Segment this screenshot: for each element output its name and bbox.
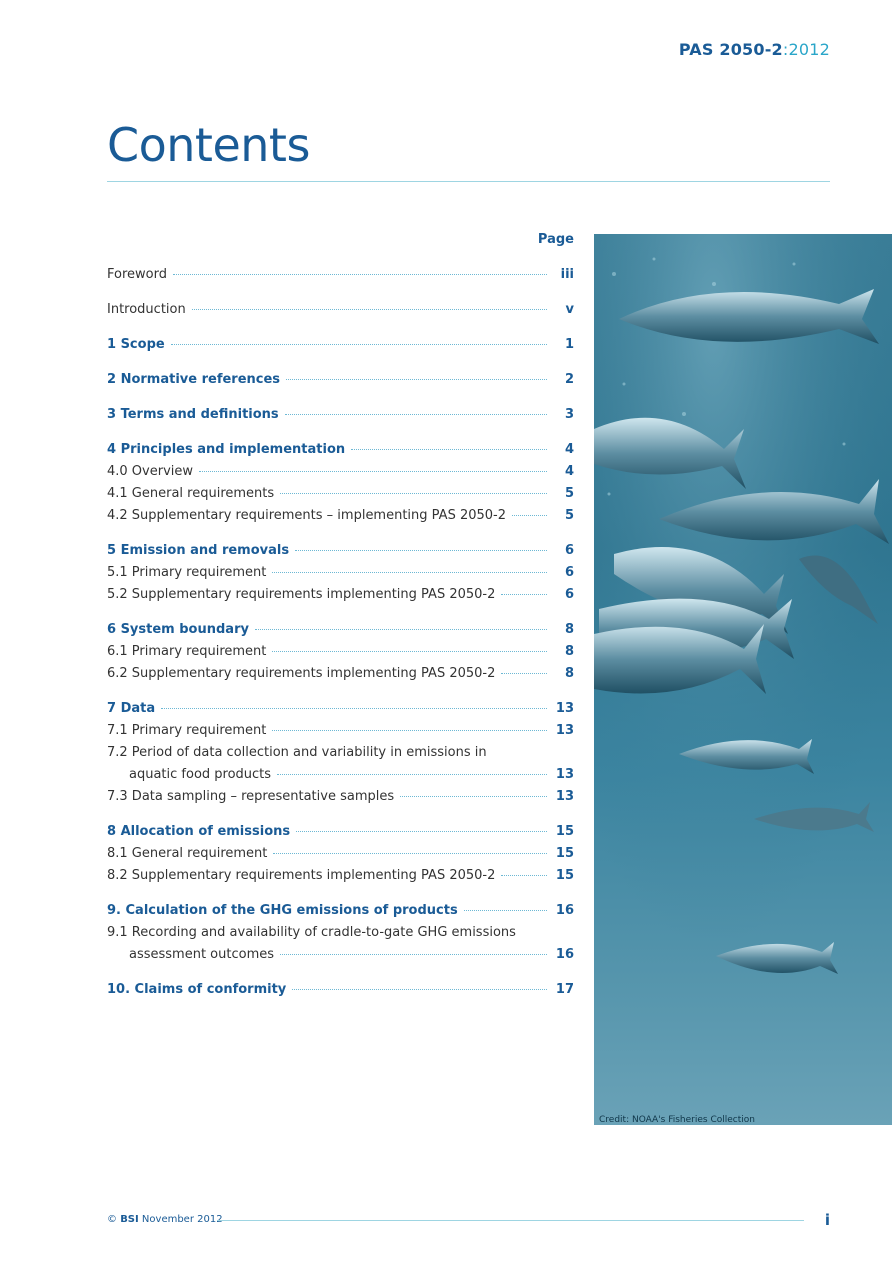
dot-leader xyxy=(400,796,547,797)
toc-entry[interactable] xyxy=(107,505,574,527)
toc-page-number: 2 xyxy=(564,372,574,387)
footer-page-number: i xyxy=(824,1211,830,1229)
toc-entry[interactable] xyxy=(107,299,574,321)
dot-leader xyxy=(277,774,547,775)
toc-entry-title: 7 Data xyxy=(107,701,156,716)
toc-page-number: 8 xyxy=(564,622,574,637)
dot-leader xyxy=(292,989,547,990)
toc-page-number: 16 xyxy=(555,947,574,962)
dot-leader xyxy=(501,875,547,876)
toc-entry-title: 6.1 Primary requirement xyxy=(107,644,267,659)
toc-entry-title: Foreword xyxy=(107,267,167,282)
dot-leader xyxy=(296,831,547,832)
toc-entry[interactable] xyxy=(107,540,574,562)
dot-leader xyxy=(272,572,547,573)
dot-leader xyxy=(192,309,547,310)
toc-entry-title: 1 Scope xyxy=(107,337,165,352)
toc-entry-title: 4 Principles and implementation xyxy=(107,442,346,457)
toc-page-number: 6 xyxy=(564,587,574,602)
toc-page-number: 6 xyxy=(564,543,574,558)
toc-entry[interactable] xyxy=(107,786,574,808)
toc-page-number: 3 xyxy=(564,407,574,422)
toc-page-number: 13 xyxy=(555,723,574,738)
toc-page-number: 4 xyxy=(564,464,574,479)
document-code: PAS 2050-2 xyxy=(678,40,783,59)
toc-entry-title: 4.0 Overview xyxy=(107,464,194,479)
toc-entry[interactable] xyxy=(107,562,574,584)
toc-entry-title: 7.1 Primary requirement xyxy=(107,723,267,738)
toc-page-number: 15 xyxy=(555,824,574,839)
dot-leader xyxy=(285,414,547,415)
toc-page-number: 13 xyxy=(555,789,574,804)
dot-leader xyxy=(501,673,547,674)
dot-leader xyxy=(173,274,547,275)
toc-page-number: 5 xyxy=(564,486,574,501)
toc-page-number: iii xyxy=(560,267,574,282)
toc-entry-title: 9.1 Recording and availability of cradle-to-gate GHG emissions xyxy=(107,925,516,940)
dot-leader xyxy=(280,493,547,494)
toc-entry-title: 5 Emission and removals xyxy=(107,543,290,558)
toc-entry[interactable] xyxy=(107,404,574,426)
toc-page-number: 16 xyxy=(555,903,574,918)
dot-leader xyxy=(199,471,547,472)
toc-entry-title: 6.2 Supplementary requirements implementing PAS 2050-2 xyxy=(107,666,496,681)
toc-entry[interactable] xyxy=(107,720,574,742)
toc-entry[interactable] xyxy=(107,843,574,865)
dot-leader xyxy=(161,708,547,709)
toc-entry-title: 7.2 Period of data collection and variability in emissions in xyxy=(107,745,487,760)
toc-entry-title: 9. Calculation of the GHG emissions of products xyxy=(107,903,458,918)
toc-entry[interactable] xyxy=(107,461,574,483)
toc-entry[interactable] xyxy=(107,483,574,505)
toc-entry-title: 10. Claims of conformity xyxy=(107,982,287,997)
dot-leader xyxy=(273,853,547,854)
toc-entry-title: 8 Allocation of emissions xyxy=(107,824,291,839)
dot-leader xyxy=(512,515,547,516)
toc-entry[interactable] xyxy=(107,439,574,461)
toc-entry-title: 2 Normative references xyxy=(107,372,281,387)
title-divider xyxy=(107,181,830,182)
toc-entry-title: 8.1 General requirement xyxy=(107,846,268,861)
footer-divider xyxy=(217,1220,804,1221)
toc-page-number: 15 xyxy=(555,846,574,861)
photo-credit: Credit: NOAA's Fisheries Collection xyxy=(599,1115,755,1125)
dot-leader xyxy=(501,594,547,595)
toc-entry[interactable] xyxy=(107,821,574,843)
footer-copyright: © BSI November 2012 xyxy=(107,1214,223,1225)
toc-page-number: 13 xyxy=(555,701,574,716)
toc-entry[interactable] xyxy=(107,264,574,286)
toc-page-number: 4 xyxy=(564,442,574,457)
toc-entry[interactable] xyxy=(107,584,574,606)
toc-entry-title: 6 System boundary xyxy=(107,622,249,637)
toc-entry-title: Introduction xyxy=(107,302,186,317)
toc-entry-title-continuation: assessment outcomes xyxy=(129,947,275,962)
toc-entry-title-continuation: aquatic food products xyxy=(129,767,272,782)
dot-leader xyxy=(280,954,547,955)
dot-leader xyxy=(351,449,547,450)
toc-entry-title: 7.3 Data sampling – representative samples xyxy=(107,789,395,804)
toc-entry[interactable] xyxy=(107,922,574,966)
footer-brand: BSI xyxy=(120,1214,139,1225)
page-footer xyxy=(107,1211,830,1229)
toc-page-number: 8 xyxy=(564,644,574,659)
toc-entry-title: 5.1 Primary requirement xyxy=(107,565,267,580)
toc-entry[interactable] xyxy=(107,979,574,1001)
toc-entry-title: 4.2 Supplementary requirements – implementing PAS 2050-2 xyxy=(107,508,507,523)
toc-entry-title: 3 Terms and definitions xyxy=(107,407,279,422)
toc-entry-title: 4.1 General requirements xyxy=(107,486,275,501)
toc-entry[interactable] xyxy=(107,663,574,685)
document-year: :2012 xyxy=(782,40,830,59)
dot-leader xyxy=(295,550,547,551)
toc-entry-title: 5.2 Supplementary requirements implementing PAS 2050-2 xyxy=(107,587,496,602)
dot-leader xyxy=(255,629,547,630)
tuna-school-illustration xyxy=(594,234,892,1125)
dot-leader xyxy=(272,730,547,731)
toc-page-number: 1 xyxy=(564,337,574,352)
toc-entry[interactable] xyxy=(107,698,574,720)
dot-leader xyxy=(464,910,547,911)
dot-leader xyxy=(171,344,547,345)
toc-page-number: v xyxy=(565,302,574,317)
footer-date: November 2012 xyxy=(141,1214,223,1225)
toc-entry[interactable] xyxy=(107,369,574,391)
toc-entry[interactable] xyxy=(107,742,574,786)
page-title: Contents xyxy=(107,118,310,172)
toc-entry[interactable] xyxy=(107,865,574,887)
table-of-contents xyxy=(107,264,574,1001)
toc-page-number: 13 xyxy=(555,767,574,782)
toc-page-number: 15 xyxy=(555,868,574,883)
document-header xyxy=(679,40,830,59)
toc-page-number: 8 xyxy=(564,666,574,681)
fish-photo xyxy=(594,234,892,1125)
toc-page-number: 17 xyxy=(555,982,574,997)
toc-entry[interactable] xyxy=(107,900,574,922)
dot-leader xyxy=(286,379,547,380)
toc-page-number: 5 xyxy=(564,508,574,523)
toc-entry[interactable] xyxy=(107,641,574,663)
toc-page-number: 6 xyxy=(564,565,574,580)
dot-leader xyxy=(272,651,547,652)
toc-entry[interactable] xyxy=(107,334,574,356)
toc-entry[interactable] xyxy=(107,619,574,641)
toc-entry-title: 8.2 Supplementary requirements implementing PAS 2050-2 xyxy=(107,868,496,883)
page-column-label: Page xyxy=(537,232,574,247)
